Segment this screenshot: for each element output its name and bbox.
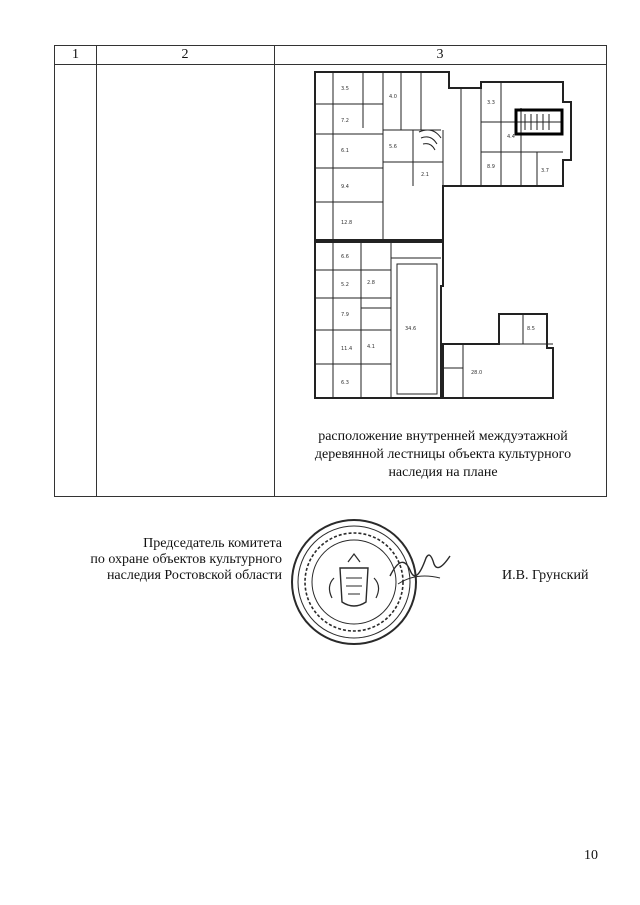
- svg-text:28.0: 28.0: [471, 370, 483, 376]
- content-table: [54, 45, 607, 497]
- svg-text:6.3: 6.3: [341, 380, 349, 386]
- svg-text:5.2: 5.2: [341, 282, 349, 288]
- svg-text:2.8: 2.8: [367, 280, 375, 286]
- signatory-name: И.В. Грунский: [502, 568, 589, 583]
- signatory-title-line-1: Председатель комитета: [143, 536, 282, 551]
- svg-text:11.4: 11.4: [341, 346, 353, 352]
- signatory-title: [52, 536, 282, 584]
- svg-text:4.4: 4.4: [507, 134, 515, 140]
- svg-text:3.7: 3.7: [541, 168, 549, 174]
- plan-caption-line-1: расположение внутренней междуэтажной: [318, 429, 568, 444]
- svg-text:9.4: 9.4: [341, 184, 349, 190]
- column-header-1: 1: [72, 47, 79, 62]
- plan-caption-line-3: наследия на плане: [388, 465, 498, 480]
- plan-caption: [281, 428, 605, 482]
- svg-text:4.1: 4.1: [367, 344, 375, 350]
- column-header-3: 3: [436, 47, 444, 62]
- plan-caption-line-2: деревянной лестницы объекта культурного: [314, 447, 572, 462]
- column-divider-1: [96, 46, 97, 496]
- svg-text:8.9: 8.9: [487, 164, 495, 170]
- svg-text:4.0: 4.0: [389, 94, 397, 100]
- column-divider-2: [274, 46, 275, 496]
- svg-text:7.9: 7.9: [341, 312, 349, 318]
- svg-text:34.6: 34.6: [405, 326, 417, 332]
- svg-text:7.2: 7.2: [341, 118, 349, 124]
- signatory-title-line-2: по охране объектов культурного: [90, 552, 282, 567]
- svg-text:2.1: 2.1: [421, 172, 429, 178]
- page-number: 10: [584, 848, 598, 863]
- svg-text:12.8: 12.8: [341, 220, 353, 226]
- svg-text:6.1: 6.1: [341, 148, 349, 154]
- svg-text:3.5: 3.5: [341, 86, 349, 92]
- official-seal: [290, 512, 460, 652]
- header-divider: [55, 64, 606, 65]
- floor-plan-image: [301, 68, 587, 410]
- column-header-2: 2: [181, 47, 189, 62]
- svg-text:5.6: 5.6: [389, 144, 397, 150]
- svg-text:3.3: 3.3: [487, 100, 495, 106]
- signatory-title-line-3: наследия Ростовской области: [106, 568, 282, 583]
- svg-text:6.6: 6.6: [341, 254, 349, 260]
- svg-text:8.5: 8.5: [527, 326, 535, 332]
